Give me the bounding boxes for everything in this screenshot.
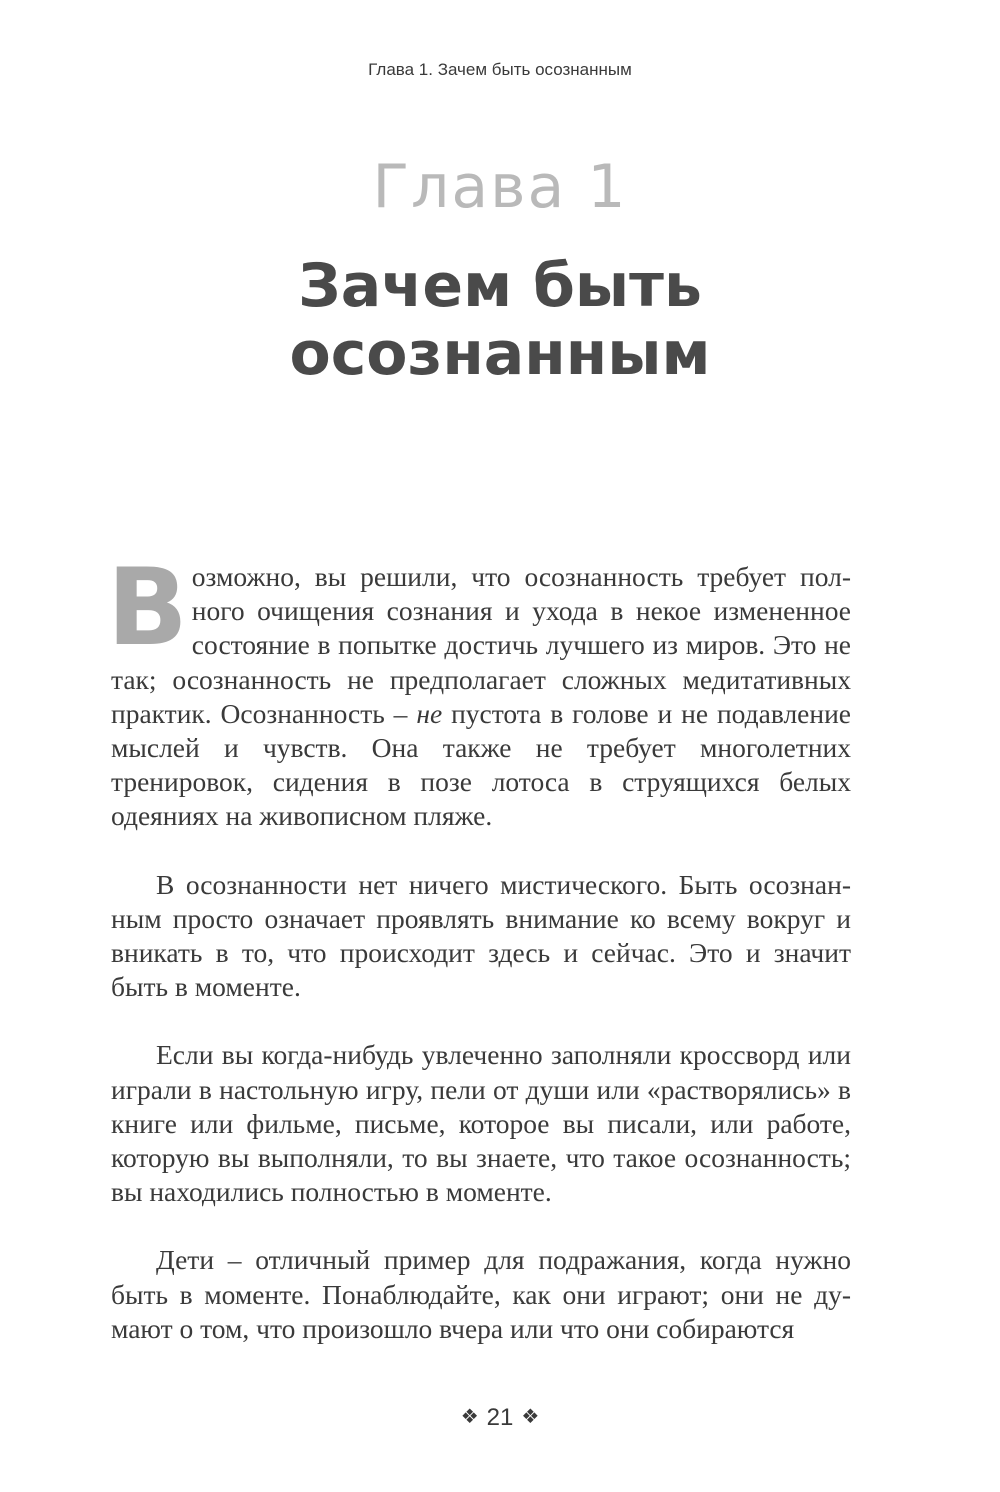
paragraph-1-emphasis: не [416, 697, 443, 729]
chapter-label: Глава 1 [372, 152, 628, 222]
paragraph-4: Дети – отличный пример для подражания, когда нужно быть в моменте. Понаблюдайте, как они играют; они не думают о том, что произошло вчера или что они собираются [111, 1244, 851, 1344]
drop-cap: В [107, 546, 188, 669]
running-head: Глава 1. Зачем быть осознанным [368, 60, 632, 79]
paragraph-1-text: озможно, вы решили, что осознанность требует полного очищения сознания и ухода в некое измененное состояние в попытке достичь лучшего из миров. Это не так; осознанность не предполагает сложных медитативных практик. Осознанность – [111, 561, 851, 729]
paragraph-3: Если вы когда-нибудь увлеченно заполняли кроссворд или играли в настольную игру, пели от души или «растворялись» в книге или фильме, письме, которое вы писали, или работе, которую вы выполняли, то вы знаете, что такое осознанность; вы находились полностью в моменте. [111, 1039, 851, 1208]
page-number: 21 [486, 1404, 514, 1431]
paragraph-1-text-after: пустота в голове и не подавление мыслей и чувств. Она также не требует многолетних тренировок, сидения в позе лотоса в струящихся белых одеяниях на живописном пляже. [111, 697, 852, 832]
paragraph-2: В осознанности нет ничего мистического. Быть осознанным просто означает проявлять внимание ко всему вокруг и вникать в то, что происходит здесь и сейчас. Это и значит быть в моменте. [111, 868, 851, 1003]
ornament-right-icon: ❖ [521, 1404, 540, 1428]
chapter-title-line-1: Зачем быть [298, 251, 702, 321]
body-text [107, 546, 852, 1380]
paragraph-1 [107, 546, 852, 834]
chapter-title-line-2: осознанным [289, 319, 711, 389]
chapter-title [0, 252, 1000, 388]
page-footer [0, 1404, 1000, 1432]
ornament-left-icon: ❖ [460, 1404, 479, 1428]
